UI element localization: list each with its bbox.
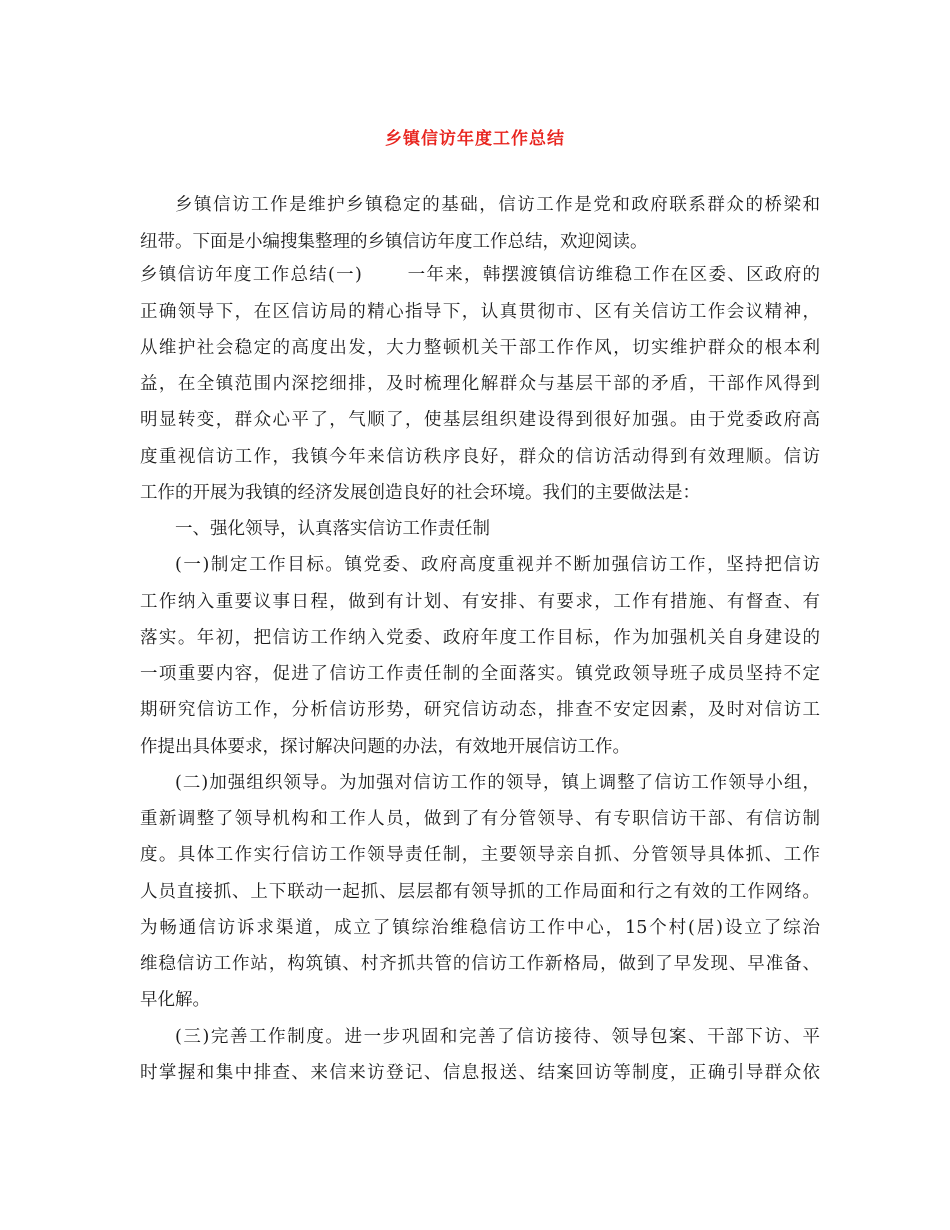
paragraph-line: 落实。年初，把信访工作纳入党委、政府年度工作目标，作为加强机关自身建设的 bbox=[140, 628, 820, 648]
paragraph-line: 一、强化领导，认真落实信访工作责任制 bbox=[175, 519, 490, 539]
paragraph-line: 度。具体工作实行信访工作领导责任制，主要领导亲自抓、分管领导具体抓、工作 bbox=[140, 845, 820, 865]
paragraph-line: 早化解。 bbox=[140, 990, 210, 1010]
paragraph-line: 工作的开展为我镇的经济发展创造良好的社会环境。我们的主要做法是： bbox=[140, 483, 700, 503]
paragraph-line: 乡镇信访年度工作总结(一) 一年来，韩摆渡镇信访维稳工作在区委、区政府的 bbox=[140, 265, 820, 285]
paragraph-line: (三)完善工作制度。进一步巩固和完善了信访接待、领导包案、干部下访、平 bbox=[175, 1027, 820, 1047]
paragraph-line: (一)制定工作目标。镇党委、政府高度重视并不断加强信访工作，坚持把信访 bbox=[175, 555, 820, 575]
paragraph-line: 度重视信访工作，我镇今年来信访秩序良好，群众的信访活动得到有效理顺。信访 bbox=[140, 447, 820, 467]
paragraph-line: 为畅通信访诉求渠道，成立了镇综治维稳信访工作中心，15个村(居)设立了综治 bbox=[140, 918, 820, 938]
paragraph-line: 从维护社会稳定的高度出发，大力整顿机关干部工作作风，切实维护群众的根本利 bbox=[140, 338, 820, 358]
paragraph-line: 时掌握和集中排查、来信来访登记、信息报送、结案回访等制度，正确引导群众依 bbox=[140, 1063, 820, 1083]
paragraph-line: 乡镇信访工作是维护乡镇稳定的基础，信访工作是党和政府联系群众的桥梁和 bbox=[175, 195, 820, 215]
paragraph-line: 重新调整了领导机构和工作人员，做到了有分管领导、有专职信访干部、有信访制 bbox=[140, 809, 820, 829]
paragraph-line: 明显转变，群众心平了，气顺了，使基层组织建设得到很好加强。由于党委政府高 bbox=[140, 410, 820, 430]
paragraph-line: (二)加强组织领导。为加强对信访工作的领导，镇上调整了信访工作领导小组， bbox=[175, 773, 820, 793]
document-title: 乡镇信访年度工作总结 bbox=[385, 129, 565, 149]
paragraph-line: 工作纳入重要议事日程，做到有计划、有安排、有要求，工作有措施、有督查、有 bbox=[140, 592, 820, 612]
paragraph-line: 人员直接抓、上下联动一起抓、层层都有领导抓的工作局面和行之有效的工作网络。 bbox=[140, 882, 820, 902]
paragraph-line: 期研究信访工作，分析信访形势，研究信访动态，排查不安定因素，及时对信访工 bbox=[140, 700, 820, 720]
paragraph-line: 维稳信访工作站，构筑镇、村齐抓共管的信访工作新格局，做到了早发现、早准备、 bbox=[140, 954, 820, 974]
paragraph-line: 纽带。下面是小编搜集整理的乡镇信访年度工作总结，欢迎阅读。 bbox=[140, 232, 648, 252]
paragraph-line: 作提出具体要求，探讨解决问题的办法，有效地开展信访工作。 bbox=[140, 737, 630, 757]
paragraph-line: 益，在全镇范围内深挖细排，及时梳理化解群众与基层干部的矛盾，干部作风得到 bbox=[140, 374, 820, 394]
paragraph-line: 正确领导下，在区信访局的精心指导下，认真贯彻市、区有关信访工作会议精神， bbox=[140, 302, 820, 322]
paragraph-line: 一项重要内容，促进了信访工作责任制的全面落实。镇党政领导班子成员坚持不定 bbox=[140, 664, 820, 684]
